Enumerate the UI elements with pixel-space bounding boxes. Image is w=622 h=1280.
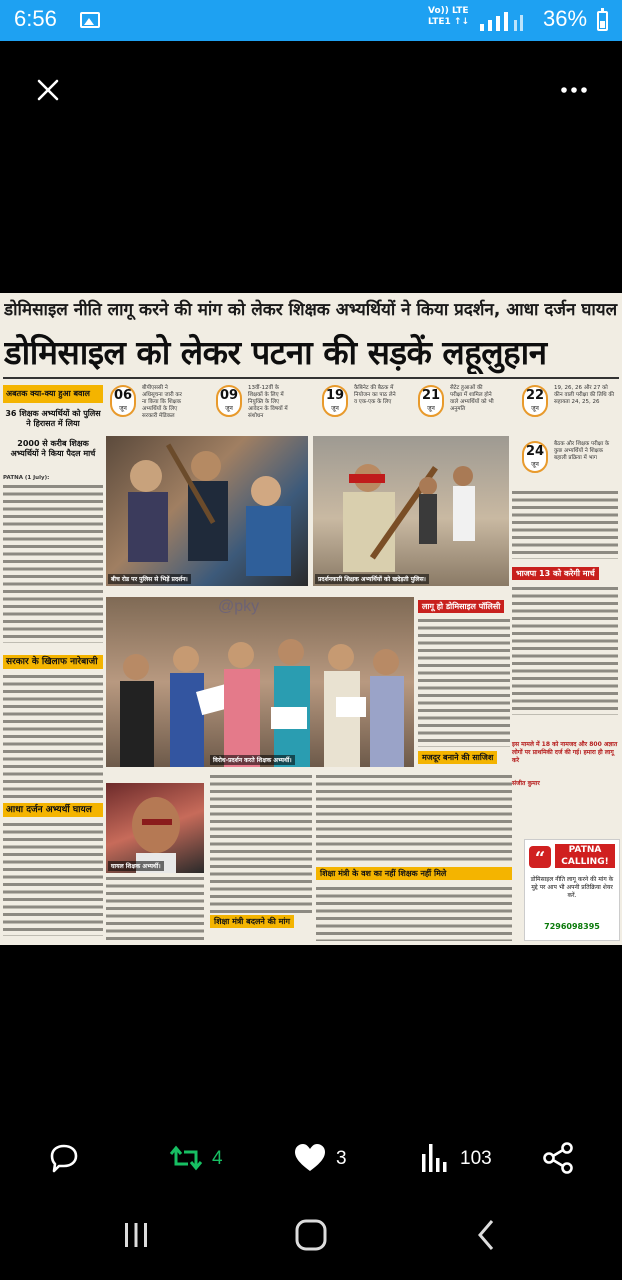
home-icon xyxy=(281,1210,341,1260)
timeline-text: सैटेट हुआओं की परीक्षा में शामिल होने वाले अभ्यर्थियों को भी अनुमति xyxy=(450,385,494,412)
like-count: 3 xyxy=(336,1148,347,1169)
timeline-text: बैठक और शिक्षक परीक्षा के कुछ अभ्यर्थियों ने शिक्षक बहाली प्रक्रिया में भाग xyxy=(554,441,610,461)
patna-calling-title: PATNA CALLING! xyxy=(555,844,615,868)
timeline-date: 21 जून xyxy=(418,385,444,417)
left-sidebar xyxy=(3,385,103,940)
like-button[interactable] xyxy=(292,1128,362,1188)
recents-icon xyxy=(106,1210,166,1260)
article-body-8 xyxy=(418,617,510,747)
tag-minister: शिक्षा मंत्री बदलने की मांग xyxy=(210,915,294,928)
dateline: PATNA (1 July): xyxy=(3,475,50,481)
patna-calling-phone: 7296098395 xyxy=(544,922,600,931)
timeline-item xyxy=(522,441,610,481)
article-body-9 xyxy=(512,489,618,559)
timeline-item xyxy=(216,385,296,425)
timeline xyxy=(106,385,510,425)
newspaper-image[interactable] xyxy=(0,293,622,945)
reply-icon xyxy=(46,1140,82,1176)
article-body-3 xyxy=(3,821,103,936)
network-line-1: Vo)) LTE xyxy=(428,6,469,16)
sidebar-point-2: 2000 से करीब शिक्षक अभ्यर्थियों ने किया पैदल मार्च xyxy=(10,439,96,458)
share-icon xyxy=(540,1140,576,1176)
battery-icon xyxy=(597,11,608,31)
photo-police-chase xyxy=(313,436,509,586)
section-slogans: सरकार के खिलाफ नारेबाजी xyxy=(3,655,103,669)
patna-calling-box xyxy=(524,839,620,941)
timeline-text: 19, 26, 26 और 27 को कीन वाली परीक्षा की तिथि की सहायता 24, 25, 26 xyxy=(554,385,615,405)
photo-caption-3: विरोध-प्रदर्शन करते शिक्षक अभ्यर्थी। xyxy=(210,755,295,765)
battery-percent: 36% xyxy=(543,6,588,31)
photo-police-chase-figures xyxy=(313,436,509,586)
article-body-5 xyxy=(210,773,312,915)
heart-icon xyxy=(292,1140,328,1176)
recents-button[interactable] xyxy=(106,1210,166,1260)
photo-caption-1: बीच रोड पर पुलिस से भिड़ें प्रदर्शन। xyxy=(108,574,191,584)
network-line-2: LTE1 ↑↓ xyxy=(428,17,470,27)
headline-rule xyxy=(3,377,619,379)
tweet-actions xyxy=(0,1128,622,1188)
more-options-button[interactable] xyxy=(556,72,592,108)
timeline-item xyxy=(418,385,498,425)
retweet-icon xyxy=(168,1140,204,1176)
article-filler-1 xyxy=(3,483,103,643)
views-icon xyxy=(420,1140,450,1176)
network-indicator xyxy=(428,6,469,28)
back-icon xyxy=(456,1210,516,1260)
timeline-text: बीपीएससी ने अधिसूचना जारी कर ना किया कि शिक्षक अभ्यर्थियों के लिए सरकारी मेडिकल xyxy=(142,385,182,419)
photo-caption-2: प्रदर्शनकारी शिक्षक अभ्यर्थियों को खदेड़ती पुलिस। xyxy=(315,574,429,584)
quote-author: संजीत कुमार xyxy=(512,780,540,787)
views-count: 103 xyxy=(460,1148,492,1169)
article-body-6 xyxy=(316,773,512,863)
more-options-icon xyxy=(556,72,592,108)
timeline-date: 19 जून xyxy=(322,385,348,417)
article-body-10 xyxy=(512,585,618,715)
right-column xyxy=(512,489,618,787)
photo-injured-figure xyxy=(106,783,204,873)
article-body-7 xyxy=(316,885,512,941)
tag-domicile: लागू हो डोमिसाइल पॉलिसी xyxy=(418,600,504,613)
share-button[interactable] xyxy=(538,1128,582,1188)
views-button[interactable] xyxy=(420,1128,510,1188)
timeline-item xyxy=(322,385,402,425)
timeline-item xyxy=(522,385,615,425)
section-injured: आधा दर्जन अभ्यर्थी घायल xyxy=(3,803,103,817)
patna-calling-text: डोमिसाइल नीति लागू करने की मांग के मुद्दे पर आप भी अपनी प्रतिक्रिया शेयर करें. xyxy=(530,876,614,899)
tag-vacancy: भाजपा 13 को करेगी मार्च xyxy=(512,567,599,580)
photo-injured xyxy=(106,783,204,873)
close-button[interactable] xyxy=(30,72,66,108)
timeline-date: 09 जून xyxy=(216,385,242,417)
status-time: 6:56 xyxy=(14,6,57,31)
timeline-date: 24 जून xyxy=(522,441,548,473)
newspaper-headline: डोमिसाइल को लेकर पटना की सड़कें लहूलुहान xyxy=(4,333,547,372)
image-notification-icon xyxy=(80,12,100,28)
tag-minister-no: शिक्षा मंत्री के वश का नहीं शिक्षक नहीं मिले xyxy=(316,867,512,880)
home-button[interactable] xyxy=(281,1210,341,1260)
timeline-item xyxy=(110,385,190,425)
article-body-4 xyxy=(106,875,204,941)
watermark-text: @pky xyxy=(218,598,260,615)
photo-caption-4: घायल शिक्षक अभ्यर्थी। xyxy=(108,861,164,871)
close-icon xyxy=(30,72,66,108)
article-body-2 xyxy=(3,673,103,798)
signal-icon xyxy=(478,11,528,31)
sidebar-point-1: 36 शिक्षक अभ्यर्थियों को पुलिस ने हिरासत में लिया xyxy=(5,409,101,428)
system-navigation-bar xyxy=(0,1188,622,1280)
photo-women-protest-figures xyxy=(106,597,414,767)
status-bar xyxy=(0,0,622,41)
photo-police-clash-figures xyxy=(106,436,308,586)
sidebar-title: अबतक क्या-क्या हुआ बवाल xyxy=(3,385,103,403)
retweet-count: 4 xyxy=(212,1148,223,1169)
article-body-1 xyxy=(3,475,103,645)
reply-button[interactable] xyxy=(42,1128,92,1188)
retweet-button[interactable] xyxy=(168,1128,238,1188)
timeline-text: 13वीं-12वीं के शिक्षकों के लिए में नियुक्ति के लिए आवेदन के विषयों में संशोधन xyxy=(248,385,288,419)
timeline-date: 06 जून xyxy=(110,385,136,417)
timeline-date: 22 जून xyxy=(522,385,548,417)
newspaper-kicker: डोमिसाइल नीति लागू करने की मांग को लेकर शिक्षक अभ्यर्थियों ने किया प्रदर्शन, आधा दर्जन घायल xyxy=(4,300,618,320)
quote-icon: “ xyxy=(529,846,551,868)
timeline-text: कैबिनेट की बैठक में नियोजन का पाठ लेने व एक-एक के लिए xyxy=(354,385,396,405)
back-button[interactable] xyxy=(456,1210,516,1260)
quote-lead: इस मामले में 18 को नामजद और 800 अज्ञात लोगों पर प्राथमिकी दर्ज की गई। हमारा ही लागू करे xyxy=(512,741,618,764)
photo-police-clash xyxy=(106,436,308,586)
tag-protest: मजदूर बनाने की साजिश xyxy=(418,751,497,764)
photo-women-protest xyxy=(106,597,414,767)
